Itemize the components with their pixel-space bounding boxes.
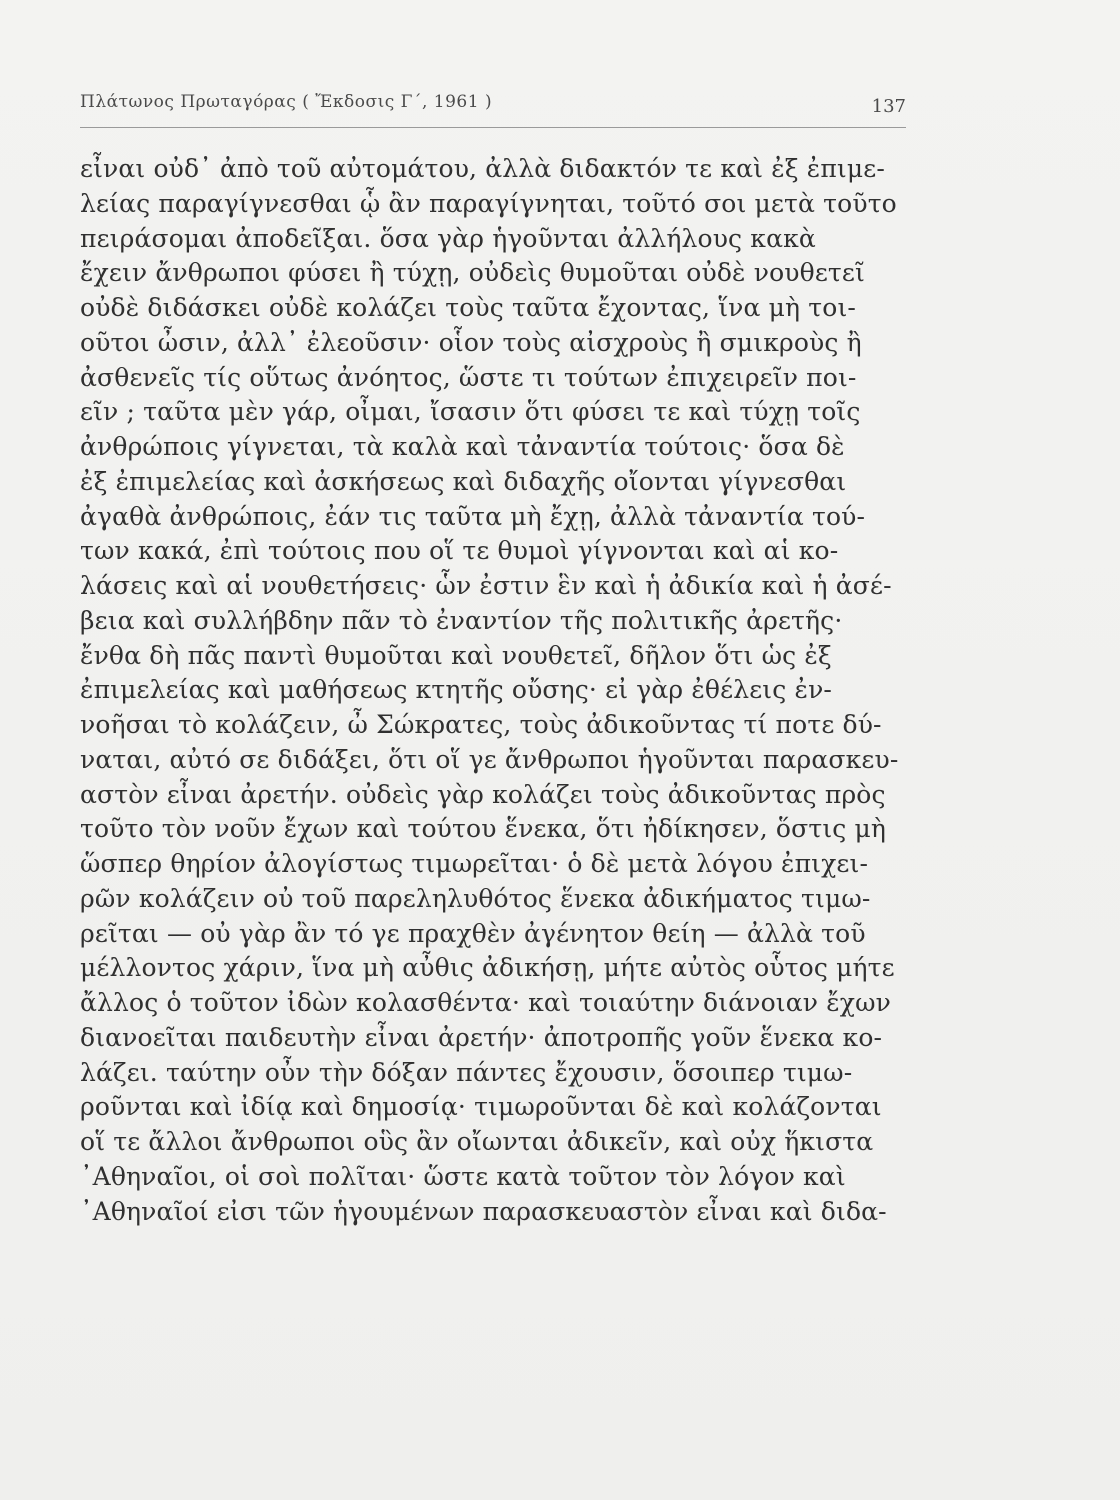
text-line: μέλλοντος χάριν, ἵνα μὴ αὖθις ἀδικήσῃ, μήτε αὐτὸς οὗτος μήτε xyxy=(80,953,895,983)
text-line: ροῦνται καὶ ἰδίᾳ καὶ δημοσίᾳ· τιμωροῦνται δὲ καὶ κολάζονται xyxy=(80,1092,882,1122)
text-line: ρεῖται — οὐ γὰρ ἂν τό γε πραχθὲν ἀγένητον θείη — ἀλλὰ τοῦ xyxy=(80,918,866,948)
text-line: ᾽Αθηναῖοί εἰσι τῶν ἡγουμένων παρασκευαστὸν εἶναι καὶ διδα- xyxy=(80,1196,887,1226)
text-line: λάσεις καὶ αἱ νουθετήσεις· ὧν ἐστιν ἓν καὶ ἡ ἀδικία καὶ ἡ ἀσέ- xyxy=(80,571,892,600)
text-line: ρῶν κολάζειν οὐ τοῦ παρεληλυθότος ἕνεκα ἀδικήματος τιμω- xyxy=(80,883,871,913)
text-line: οῦτοι ὦσιν, ἀλλ᾽ ἐλεοῦσιν· οἷον τοὺς αἰσχροὺς ἢ σμικροὺς ἢ xyxy=(80,327,862,357)
text-line: ἔνθα δὴ πᾶς παντὶ θυμοῦται καὶ νουθετεῖ, δῆλον ὅτι ὡς ἐξ xyxy=(80,640,832,670)
text-line: ἀνθρώποις γίγνεται, τὰ καλὰ καὶ τἀναντία τούτοις· ὅσα δὲ xyxy=(80,432,845,461)
page-number: 137 xyxy=(871,96,906,117)
text-line: ναται, αὐτό σε διδάξει, ὅτι οἵ γε ἄνθρωποι ἡγοῦνται παρασκευ- xyxy=(80,744,899,774)
text-line: λάζει. ταύτην οὖν τὴν δόξαν πάντες ἔχουσιν, ὅσοιπερ τιμω- xyxy=(80,1057,853,1087)
text-line: νοῆσαι τὸ κολάζειν, ὦ Σώκρατες, τοὺς ἀδικοῦντας τί ποτε δύ- xyxy=(80,710,882,739)
text-line: ἀγαθὰ ἀνθρώποις, ἐάν τις ταῦτα μὴ ἔχῃ, ἀλλὰ τἀναντία τού- xyxy=(80,501,866,531)
text-line: τοῦτο τὸν νοῦν ἔχων καὶ τούτου ἕνεκα, ὅτι ἠδίκησεν, ὅστις μὴ xyxy=(80,814,887,844)
text-line: ἀσθενεῖς τίς οὕτως ἀνόητος, ὥστε τι τούτων ἐπιχειρεῖν ποι- xyxy=(80,362,857,392)
running-title: Πλάτωνος Πρωταγόρας ( Ἔκδοσις Γ΄, 1961 ) xyxy=(80,92,493,112)
text-line: ὥσπερ θηρίον ἀλογίστως τιμωρεῖται· ὁ δὲ μετὰ λόγου ἐπιχει- xyxy=(80,849,869,878)
text-line: των κακά, ἐπὶ τούτοις που οἵ τε θυμοὶ γίγνονται καὶ αἱ κο- xyxy=(80,536,839,566)
text-line: ἔχειν ἄνθρωποι φύσει ἢ τύχῃ, οὐδεὶς θυμοῦται οὐδὲ νουθετεῖ xyxy=(80,258,865,288)
text-line: πειράσομαι ἀποδεῖξαι. ὅσα γὰρ ἡγοῦνται ἀλλήλους κακὰ xyxy=(80,223,816,253)
text-line: διανοεῖται παιδευτὴν εἶναι ἀρετήν· ἀποτροπῆς γοῦν ἕνεκα κο- xyxy=(80,1022,883,1052)
text-line: οὐδὲ διδάσκει οὐδὲ κολάζει τοὺς ταῦτα ἔχοντας, ἵνα μὴ τοι- xyxy=(80,293,857,322)
text-line: εἶναι οὐδ᾽ ἀπὸ τοῦ αὐτομάτου, ἀλλὰ διδακτόν τε καὶ ἐξ ἐπιμε- xyxy=(80,154,885,183)
text-line: βεια καὶ συλλήβδην πᾶν τὸ ἐναντίον τῆς πολιτικῆς ἀρετῆς· xyxy=(80,605,843,635)
header-rule xyxy=(80,127,906,128)
text-line: ἐπιμελείας καὶ μαθήσεως κτητῆς οὔσης· εἰ γὰρ ἐθέλεις ἐν- xyxy=(80,675,833,705)
text-line: οἵ τε ἄλλοι ἄνθρωποι οὓς ἂν οἴωνται ἀδικεῖν, καὶ οὐχ ἥκιστα xyxy=(80,1127,874,1156)
running-header xyxy=(80,88,906,128)
text-line: ἐξ ἐπιμελείας καὶ ἀσκήσεως καὶ διδαχῆς οἴονται γίγνεσθαι xyxy=(80,466,847,496)
text-line: ᾽Αθηναῖοι, οἱ σοὶ πολῖται· ὥστε κατὰ τοῦτον τὸν λόγον καὶ xyxy=(80,1161,846,1191)
text-line: λείας παραγίγνεσθαι ᾧ ἂν παραγίγνηται, τοῦτό σοι μετὰ τοῦτο xyxy=(80,188,897,218)
body-text xyxy=(80,152,910,1229)
text-line: αστὸν εἶναι ἀρετήν. οὐδεὶς γὰρ κολάζει τοὺς ἀδικοῦντας πρὸς xyxy=(80,779,886,809)
text-line: εῖν ; ταῦτα μὲν γάρ, οἶμαι, ἴσασιν ὅτι φύσει τε καὶ τύχῃ τοῖς xyxy=(80,397,861,427)
text-line: ἄλλος ὁ τοῦτον ἰδὼν κολασθέντα· καὶ τοιαύτην διάνοιαν ἔχων xyxy=(80,988,891,1017)
